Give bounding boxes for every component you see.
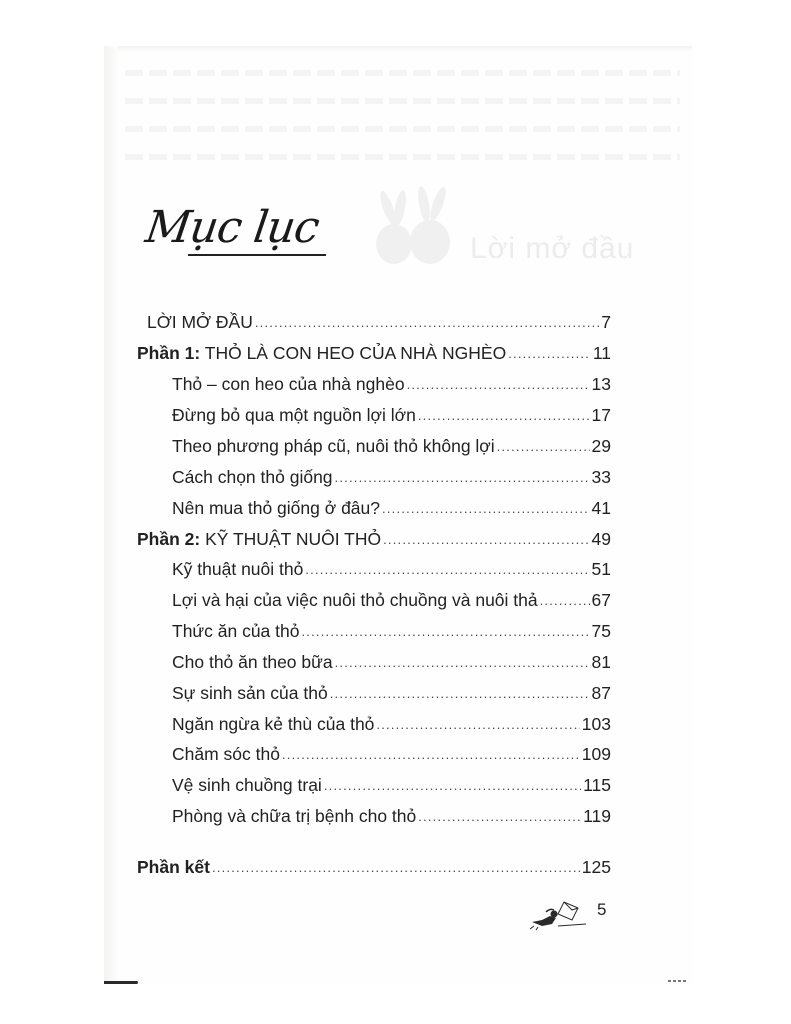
dot-leader [301, 619, 589, 643]
toc-page-number: 109 [581, 744, 611, 764]
toc-entry-label: Lợi và hại của việc nuôi thỏ chuồng và nuôi thả [172, 590, 538, 610]
toc-entry[interactable] [172, 651, 611, 675]
show-through-text-line [125, 154, 680, 160]
dot-leader [330, 681, 590, 705]
toc-page-number: 115 [583, 775, 611, 795]
toc-entry-label [137, 342, 506, 364]
toc-entry-label: Phòng và chữa trị bệnh cho thỏ [172, 806, 417, 826]
toc-entry-label: Vệ sinh chuồng trại [172, 775, 322, 795]
dot-leader [383, 527, 589, 551]
toc-entry-label: Theo phương pháp cũ, nuôi thỏ không lợi [172, 436, 495, 456]
toc-entry-label: Chăm sóc thỏ [172, 744, 280, 764]
toc-entry-label: Thỏ – con heo của nhà nghèo [172, 374, 405, 394]
toc-page-number: 11 [592, 343, 611, 363]
toc-entry-label [137, 528, 381, 550]
toc-page-number: 17 [591, 405, 611, 425]
toc-entry[interactable] [172, 558, 611, 582]
toc-page-number: 81 [591, 652, 611, 672]
toc-entry-loi-mo-dau[interactable] [147, 311, 611, 335]
show-through-heading: Lời mở đầu [470, 232, 635, 265]
part-prefix: Phần kết [137, 857, 210, 877]
toc-entry[interactable] [172, 373, 611, 397]
part-prefix: Phần 2: [137, 529, 201, 549]
page-number: 5 [597, 900, 607, 919]
toc-page-number: 13 [591, 374, 611, 394]
toc-entry[interactable] [172, 713, 611, 737]
toc-entry-label: Nên mua thỏ giống ở đâu? [172, 498, 381, 518]
dot-leader [324, 773, 581, 797]
toc-entry-label: Cho thỏ ăn theo bữa [172, 652, 333, 672]
toc-page-number: 41 [591, 498, 611, 518]
dot-leader [540, 588, 590, 612]
toc-entry[interactable] [172, 682, 611, 706]
rabbit-riding-ornament-icon [528, 896, 588, 932]
dot-leader [407, 372, 590, 396]
page-gutter-shadow [104, 46, 118, 984]
show-through-text-line [125, 126, 680, 132]
part-prefix: Phần 1: [137, 343, 201, 363]
toc-title: Mục lục [142, 202, 322, 253]
toc-entry[interactable] [172, 497, 611, 521]
show-through-text-line [125, 70, 680, 76]
toc-entry-label: Thức ăn của thỏ [172, 621, 300, 641]
toc-entry-phan-1[interactable] [137, 342, 611, 366]
part-title: KỸ THUẬT NUÔI THỎ [200, 529, 382, 549]
toc-entry-phan-ket[interactable] [137, 856, 611, 880]
toc-entry[interactable] [172, 589, 611, 613]
toc-page-number: 87 [591, 683, 611, 703]
dot-leader [497, 434, 590, 458]
toc-entry[interactable] [172, 774, 611, 798]
toc-entry[interactable] [172, 620, 611, 644]
toc-entry-label: Cách chọn thỏ giống [172, 467, 333, 487]
part-title: THỎ LÀ CON HEO CỦA NHÀ NGHÈO [200, 343, 507, 363]
dot-leader [305, 557, 589, 581]
dot-leader [255, 310, 599, 334]
dot-leader [418, 804, 581, 828]
dot-leader [212, 855, 580, 879]
toc-entry[interactable] [172, 743, 611, 767]
toc-entry-label: LỜI MỞ ĐẦU [147, 312, 253, 332]
show-through-rabbits-icon [370, 186, 460, 266]
toc-page-number: 119 [583, 806, 611, 826]
toc-page-number: 7 [601, 312, 611, 332]
toc-entry-label: Đừng bỏ qua một nguồn lợi lớn [172, 405, 416, 425]
toc-entry[interactable] [172, 805, 611, 829]
scan-edge-mark [104, 981, 138, 984]
page-edge-top [104, 46, 692, 52]
toc-page-number: 103 [581, 714, 611, 734]
toc-page-number: 125 [581, 857, 611, 877]
scan-edge-mark [668, 980, 688, 982]
dot-leader [335, 465, 590, 489]
toc-entry[interactable] [172, 466, 611, 490]
title-underline [188, 254, 326, 256]
toc-page-number: 75 [591, 621, 611, 641]
toc-entry[interactable] [172, 404, 611, 428]
toc-page-number: 33 [591, 467, 611, 487]
dot-leader [376, 712, 579, 736]
toc-entry-label [137, 856, 210, 878]
dot-leader [282, 742, 580, 766]
toc-entry-label: Sự sinh sản của thỏ [172, 683, 328, 703]
toc-page-number: 67 [591, 590, 611, 610]
dot-leader [335, 650, 590, 674]
dot-leader [508, 341, 591, 365]
toc-page-number: 51 [591, 559, 611, 579]
toc-entry[interactable] [172, 435, 611, 459]
toc-page-number: 49 [591, 529, 611, 549]
toc-page-number: 29 [591, 436, 611, 456]
dot-leader [382, 496, 590, 520]
dot-leader [418, 403, 590, 427]
toc-entry-phan-2[interactable] [137, 528, 611, 552]
toc-entry-label: Ngăn ngừa kẻ thù của thỏ [172, 714, 375, 734]
show-through-text-line [125, 98, 680, 104]
toc-entry-label: Kỹ thuật nuôi thỏ [172, 559, 304, 579]
